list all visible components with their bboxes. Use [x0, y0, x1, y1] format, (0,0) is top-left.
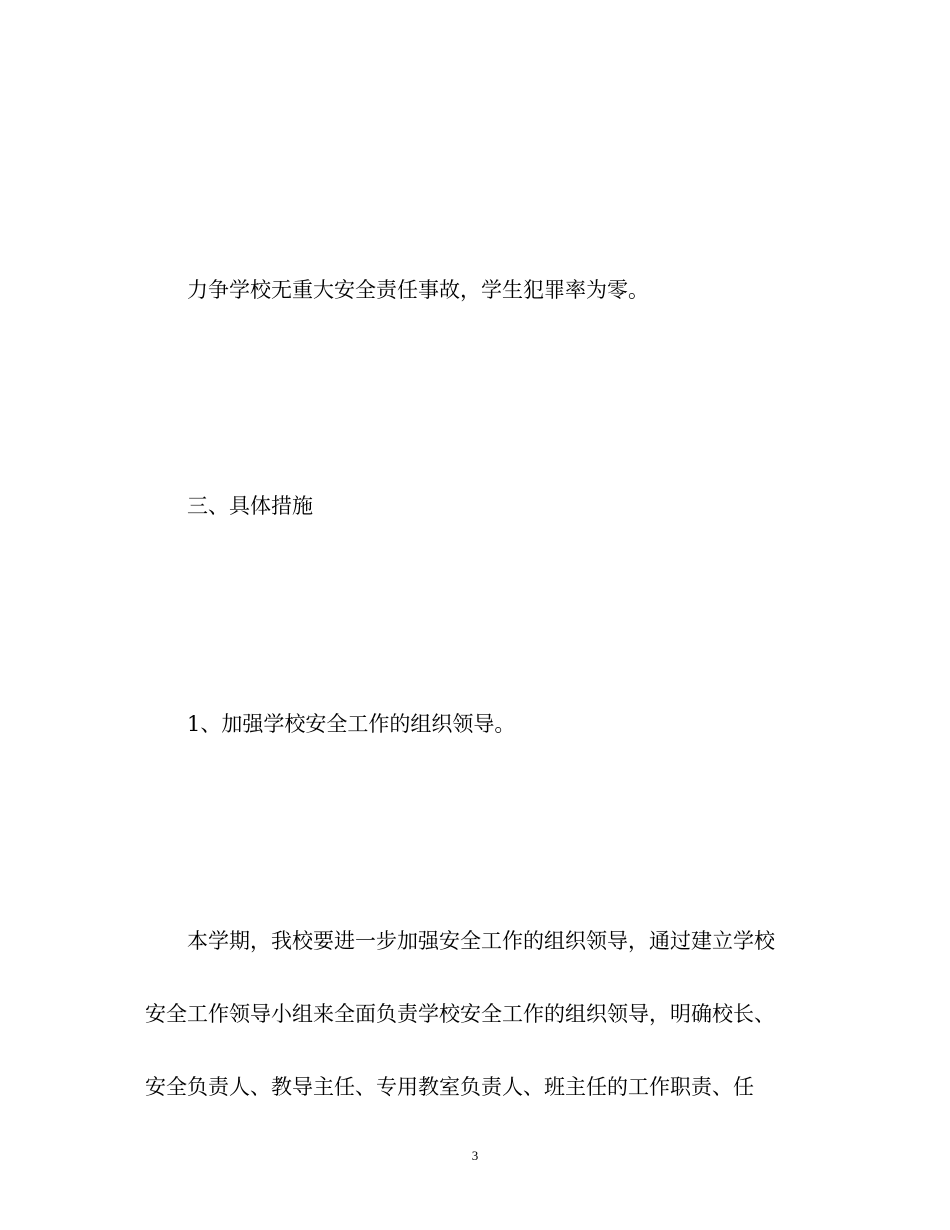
- page-number: 3: [471, 1148, 479, 1163]
- body-line: 安全负责人、教导主任、专用教室负责人、班主任的工作职责、任: [145, 1075, 754, 1099]
- subsection-heading-leadership: 1、加强学校安全工作的组织领导。: [187, 712, 516, 736]
- section-heading-measures: 三、具体措施: [187, 494, 313, 518]
- body-line: 安全工作领导小组来全面负责学校安全工作的组织领导，明确校长、: [145, 1002, 775, 1026]
- paragraph-safety-goal: 力争学校无重大安全责任事故，学生犯罪率为零。: [187, 278, 649, 302]
- body-line: 本学期，我校要进一步加强安全工作的组织领导，通过建立学校: [187, 929, 775, 953]
- body-paragraph: [145, 931, 815, 1150]
